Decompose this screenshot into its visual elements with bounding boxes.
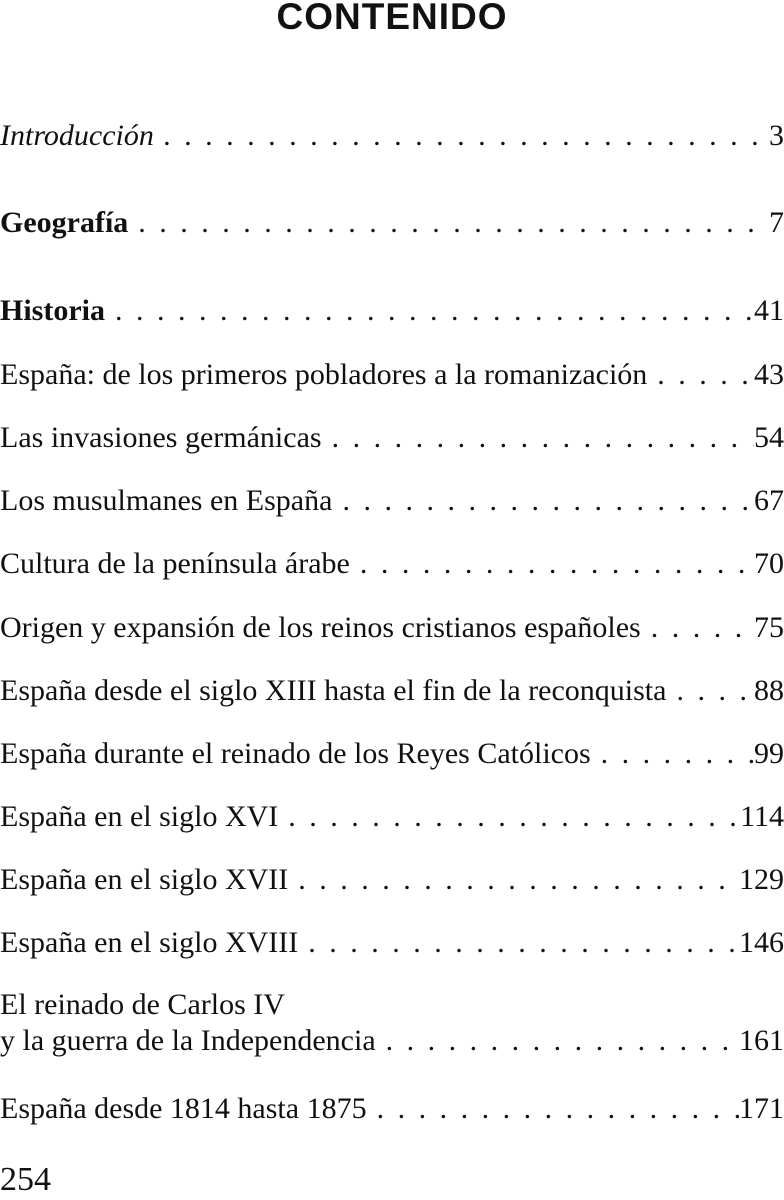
dot-leader	[666, 673, 754, 709]
dot-leader	[298, 925, 739, 961]
toc-entry-historia	[0, 293, 784, 329]
dot-leader	[647, 357, 754, 393]
toc-entry-page: 7	[769, 206, 784, 239]
dot-leader	[322, 420, 754, 456]
page-number: 254	[0, 1161, 51, 1198]
toc-entry	[0, 799, 784, 835]
toc-entry-page: 75	[754, 611, 784, 644]
toc-entry-page: 43	[754, 358, 784, 391]
toc-entry-two-line	[0, 987, 784, 1059]
dot-leader	[367, 1091, 739, 1127]
toc-entry-label: España: de los primeros pobladores a la romanización	[0, 358, 648, 391]
dot-leader	[376, 1023, 739, 1059]
toc-entry	[0, 483, 784, 519]
page-title: CONTENIDO	[276, 0, 508, 37]
dot-leader	[278, 799, 740, 835]
toc-entry-label: Origen y expansión de los reinos cristianos españoles	[0, 611, 641, 644]
toc-entry-introduccion	[0, 118, 784, 154]
dot-leader	[332, 483, 754, 519]
toc-entry-page: 54	[754, 421, 784, 454]
toc-entry-label: Geografía	[0, 206, 129, 239]
toc-entry-page: 171	[739, 1092, 784, 1125]
toc-entry-page: 41	[754, 294, 784, 327]
toc-entry	[0, 1091, 784, 1127]
toc-entry	[0, 736, 784, 772]
toc-entry-page: 88	[754, 674, 784, 707]
dot-leader	[288, 862, 739, 898]
toc-entry	[0, 862, 784, 898]
toc-entry-label: Historia	[0, 294, 105, 327]
toc-entry	[0, 546, 784, 582]
toc-entry-label: España desde el siglo XIII hasta el fin de la reconquista	[0, 674, 667, 707]
toc-entry-page: 146	[739, 926, 784, 959]
toc-entry-label-line1: El reinado de Carlos IV	[0, 988, 285, 1021]
toc-entry	[0, 420, 784, 456]
toc-entry-label: Introducción	[0, 119, 154, 152]
toc-entry-label: España en el siglo XVIII	[0, 926, 299, 959]
dot-leader	[154, 118, 769, 154]
toc-entry	[0, 357, 784, 393]
toc-entry-label: Las invasiones germánicas	[0, 421, 322, 454]
toc-entry-label: y la guerra de la Independencia	[0, 1024, 376, 1057]
toc-entry-label: Cultura de la península árabe	[0, 547, 350, 580]
dot-leader	[128, 205, 769, 241]
dot-leader	[641, 610, 754, 646]
toc-entry-page: 70	[754, 547, 784, 580]
toc-entry-geografia	[0, 205, 784, 241]
dot-leader	[350, 546, 754, 582]
toc-entry-label: España en el siglo XVII	[0, 863, 289, 896]
toc-entry-page: 114	[740, 800, 784, 833]
toc-entry-page: 99	[754, 737, 784, 770]
toc-entry	[0, 925, 784, 961]
toc-entry-label: España desde 1814 hasta 1875	[0, 1092, 367, 1125]
toc-entry	[0, 610, 784, 646]
toc-entry-label: España durante el reinado de los Reyes Católicos	[0, 737, 591, 770]
toc-entry-label: Los musulmanes en España	[0, 484, 333, 517]
dot-leader	[591, 736, 754, 772]
toc-entry-page: 129	[739, 863, 784, 896]
toc-entry-label: España en el siglo XVI	[0, 800, 279, 833]
toc-entry	[0, 673, 784, 709]
toc-entry-page: 161	[739, 1024, 784, 1057]
dot-leader	[105, 293, 754, 329]
toc-entry-page: 3	[769, 119, 784, 152]
toc-entry-page: 67	[754, 484, 784, 517]
